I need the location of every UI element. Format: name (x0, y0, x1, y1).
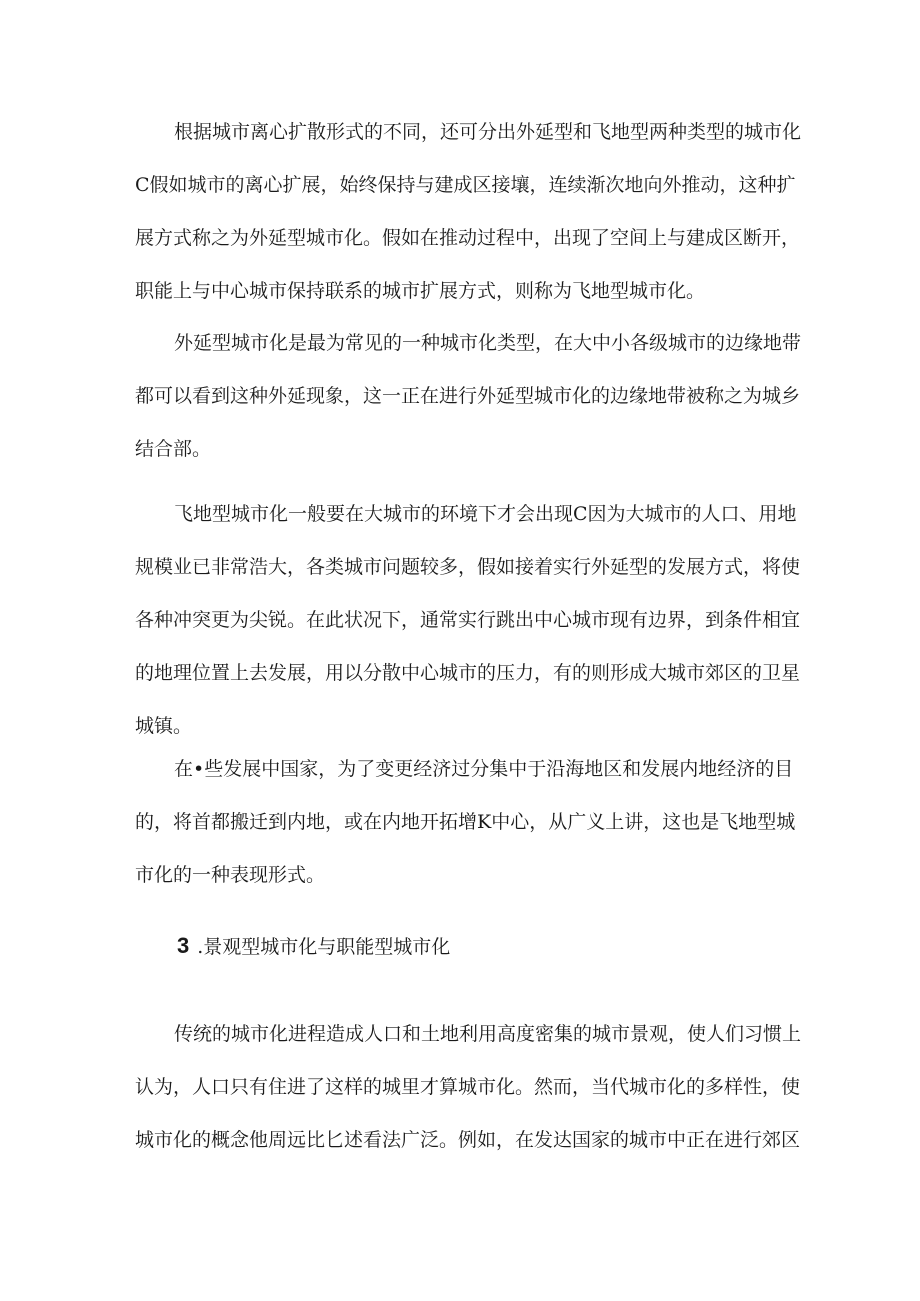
text-line: 在•些发展中国家，为了变更经济过分集中于沿海地区和发展内地经济的目 (174, 758, 794, 780)
paragraph-4 (135, 743, 795, 902)
text-line: 展方式称之为外延型城市化。假如在推动过程中，出现了空间上与建成区断开， (135, 227, 801, 249)
section-title: .景观型城市化与职能型城市化 (197, 936, 451, 958)
text-line: 的地理位置上去发展，用以分散中心城市的压力，有的则形成大城市郊区的卫星 (135, 662, 801, 684)
text-line: 传统的城市化进程造成人口和土地利用高度密集的城市景观，使人们习惯上 (174, 1023, 802, 1045)
text-line: C假如城市的离心扩展，始终保持与建成区接壤，连续渐次地向外推动，这种扩 (135, 174, 796, 196)
paragraph-3 (135, 488, 801, 753)
section-heading (177, 926, 450, 967)
text-line: 城镇。 (135, 715, 193, 737)
paragraph-2 (135, 317, 802, 476)
text-line: 认为，人口只有住进了这样的城里才算城市化。然而，当代城市化的多样性，使 (135, 1076, 801, 1098)
text-line: 各种冲突更为尖锐。在此状况下，通常实行跳出中心城市现有边界，到条件相宜 (135, 609, 801, 631)
text-line: 都可以看到这种外延现象，这一正在进行外延型城市化的边缘地带被称之为城乡 (135, 385, 801, 407)
text-line: 的，将首都搬迁到内地，或在内地开拓增K中心，从广义上讲，这也是飞地型城 (135, 811, 796, 833)
text-line: 市化的一种表现形式。 (135, 864, 326, 886)
text-line: 飞地型城市化一般要在大城市的环境下才会出现C因为大城市的人口、用地 (174, 503, 797, 525)
text-line: 外延型城市化是最为常见的一种城市化类型，在大中小各级城市的边缘地带 (174, 332, 802, 354)
paragraph-5 (135, 1008, 802, 1167)
text-line: 城市化的概念他周远比匕述看法广泛。例如，在发达国家的城市中正在进行郊区 (135, 1129, 801, 1151)
text-line: 职能上与中心城市保持联系的城市扩展方式，则称为飞地型城市化。 (135, 280, 706, 302)
paragraph-1 (135, 106, 802, 318)
section-number: 3 (177, 933, 190, 958)
text-line: 结合部。 (135, 438, 212, 460)
text-line: 规模业已非常浩大，各类城市问题较多，假如接着实行外延型的发展方式，将使 (135, 556, 801, 578)
text-line: 根据城市离心扩散形式的不同，还可分出外延型和飞地型两种类型的城市化 (174, 121, 802, 143)
